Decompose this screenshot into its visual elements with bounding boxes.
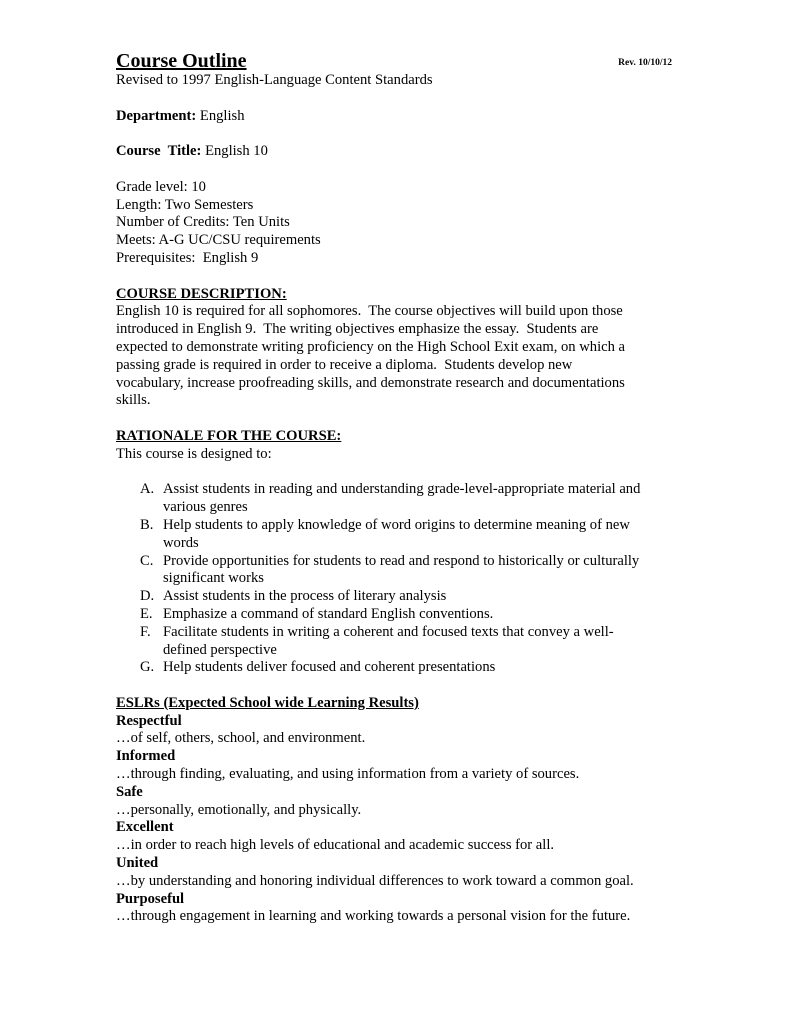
course-title-label: Course Title: bbox=[116, 143, 202, 160]
eslr-text-informed: …through finding, evaluating, and using information from a variety of sources. bbox=[116, 766, 580, 783]
rationale-intro: This course is designed to: bbox=[116, 445, 272, 462]
list-item bbox=[116, 624, 671, 660]
revision-date: Rev. 10/10/12 bbox=[618, 58, 672, 68]
page-title: Course Outline bbox=[116, 50, 247, 72]
course-description-body bbox=[116, 303, 676, 410]
eslr-name-excellent: Excellent bbox=[116, 819, 174, 836]
detail-grade-level: Grade level: 10 bbox=[116, 178, 206, 195]
list-item-text: Provide opportunities for students to read and respond to historically or culturally bbox=[163, 552, 640, 569]
list-marker: A. bbox=[140, 481, 155, 498]
list-marker: C. bbox=[140, 552, 154, 569]
department-value: English bbox=[199, 107, 245, 124]
document-page bbox=[116, 48, 676, 926]
eslr-name-informed: Informed bbox=[116, 748, 176, 765]
eslr-text-safe: …personally, emotionally, and physically. bbox=[116, 801, 362, 818]
description-line: expected to demonstrate writing proficiency on the High School Exit exam, on which a bbox=[116, 338, 626, 355]
list-item-text: defined perspective bbox=[163, 641, 277, 658]
list-marker: E. bbox=[140, 605, 153, 622]
list-item-text: Assist students in reading and understanding grade-level-appropriate material and bbox=[163, 481, 641, 498]
course-title-value: English 10 bbox=[205, 143, 268, 160]
detail-meets: Meets: A-G UC/CSU requirements bbox=[116, 232, 321, 249]
spacer bbox=[116, 161, 676, 179]
detail-prerequisites: Prerequisites: English 9 bbox=[116, 249, 259, 266]
description-line: skills. bbox=[116, 392, 151, 409]
list-item-text: words bbox=[163, 534, 199, 551]
title-row bbox=[116, 48, 676, 72]
spacer bbox=[116, 268, 676, 286]
list-marker: F. bbox=[140, 623, 151, 640]
list-item-text: Help students to apply knowledge of word origins to determine meaning of new bbox=[163, 516, 630, 533]
list-marker: D. bbox=[140, 588, 155, 605]
subtitle: Revised to 1997 English-Language Content Standards bbox=[116, 72, 433, 88]
course-details bbox=[116, 179, 676, 268]
description-line: passing grade is required in order to receive a diploma. Students develop new bbox=[116, 356, 573, 373]
description-line: vocabulary, increase proofreading skills, and demonstrate research and documentations bbox=[116, 374, 625, 391]
detail-credits: Number of Credits: Ten Units bbox=[116, 214, 290, 231]
list-item-text: various genres bbox=[163, 499, 248, 516]
department-label: Department: bbox=[116, 107, 197, 124]
eslr-name-safe: Safe bbox=[116, 783, 143, 800]
list-item-text: significant works bbox=[163, 570, 264, 587]
description-line: introduced in English 9. The writing objectives emphasize the essay. Students are bbox=[116, 321, 599, 338]
department-line bbox=[116, 108, 676, 126]
list-item-text: Facilitate students in writing a coherent and focused texts that convey a well- bbox=[163, 623, 614, 640]
list-item bbox=[116, 553, 671, 589]
eslr-text-purposeful: …through engagement in learning and working towards a personal vision for the future. bbox=[116, 908, 631, 925]
list-item bbox=[116, 659, 671, 677]
description-line: English 10 is required for all sophomores. The course objectives will build upon those bbox=[116, 303, 623, 320]
course-title-line bbox=[116, 143, 676, 161]
list-item bbox=[116, 481, 671, 517]
rationale-list bbox=[116, 481, 676, 677]
eslr-name-purposeful: Purposeful bbox=[116, 890, 185, 907]
rationale-heading: RATIONALE FOR THE COURSE: bbox=[116, 427, 342, 444]
list-item-text: Help students deliver focused and coherent presentations bbox=[163, 659, 496, 676]
list-item bbox=[116, 588, 671, 606]
spacer bbox=[116, 464, 676, 482]
list-item-text: Assist students in the process of literary analysis bbox=[163, 588, 447, 605]
eslr-text-excellent: …in order to reach high levels of educational and academic success for all. bbox=[116, 837, 555, 854]
eslr-name-united: United bbox=[116, 855, 159, 872]
detail-length: Length: Two Semesters bbox=[116, 196, 254, 213]
eslr-text-respectful: …of self, others, school, and environment. bbox=[116, 730, 366, 747]
spacer bbox=[116, 90, 676, 108]
eslr-name-respectful: Respectful bbox=[116, 712, 182, 729]
eslrs-list bbox=[116, 713, 676, 927]
list-item-text: Emphasize a command of standard English conventions. bbox=[163, 605, 494, 622]
list-item bbox=[116, 606, 671, 624]
list-item bbox=[116, 517, 671, 553]
spacer bbox=[116, 410, 676, 428]
spacer bbox=[116, 125, 676, 143]
course-description-heading: COURSE DESCRIPTION: bbox=[116, 285, 287, 302]
spacer bbox=[116, 677, 676, 695]
eslrs-heading: ESLRs (Expected School wide Learning Results) bbox=[116, 694, 419, 711]
list-marker: G. bbox=[140, 659, 155, 676]
list-marker: B. bbox=[140, 516, 154, 533]
eslr-text-united: …by understanding and honoring individual differences to work toward a common goal. bbox=[116, 872, 634, 889]
